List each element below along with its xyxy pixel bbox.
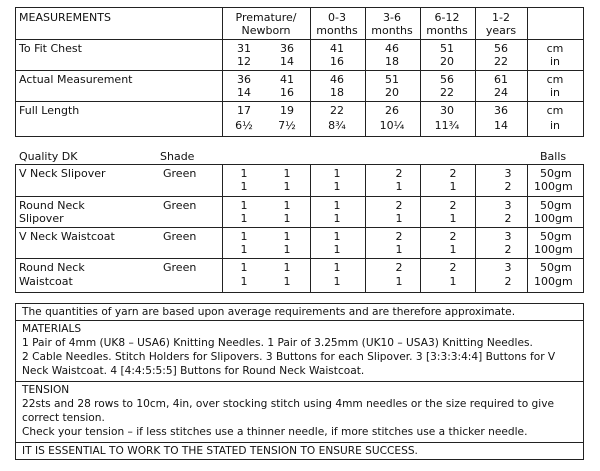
table-cell: 2	[395, 261, 403, 274]
table-cell: 2	[449, 167, 457, 180]
table-cell: 1	[283, 167, 291, 180]
unit-label: in	[549, 55, 561, 68]
table-cell: 14	[280, 55, 294, 68]
table-cell: 14	[237, 86, 251, 99]
table-cell: 46	[330, 73, 344, 86]
balls-heading: Balls	[540, 150, 567, 163]
table-cell: 2	[395, 167, 403, 180]
table-cell: 18	[330, 86, 344, 99]
shade-heading: Shade	[160, 150, 195, 163]
table-cell: 2	[395, 199, 403, 212]
table-cell: 1	[449, 275, 457, 288]
materials-box	[15, 320, 584, 382]
size-header: months	[371, 24, 413, 37]
table-cell: 24	[494, 86, 508, 99]
table-cell: 20	[385, 86, 399, 99]
table-cell: 1	[333, 261, 341, 274]
materials-line: 2 Cable Needles. Stitch Holders for Slipovers. 3 Buttons for each Slipover. 3 [3:3:3:4:4] Buttons for V	[22, 351, 556, 363]
table-cell: 1	[240, 212, 248, 225]
table-cell: 41	[280, 73, 294, 86]
table-cell: 1	[333, 230, 341, 243]
quantities-note-box	[15, 303, 584, 321]
table-cell: 1	[240, 243, 248, 256]
table-cell: 16	[280, 86, 294, 99]
table-cell: 1	[240, 199, 248, 212]
table-cell: 1	[283, 199, 291, 212]
balls-cell: 100gm	[534, 212, 573, 225]
tension-line: correct tension.	[22, 412, 105, 424]
table-cell: 2	[504, 212, 512, 225]
unit-label: cm	[546, 73, 564, 86]
garment-label: Round Neck	[19, 261, 85, 274]
table-cell: 1	[333, 243, 341, 256]
size-header: years	[485, 24, 517, 37]
table-cell: 20	[440, 55, 454, 68]
table-cell: 61	[494, 73, 508, 86]
table-cell: 1	[333, 275, 341, 288]
table-cell: 56	[440, 73, 454, 86]
table-cell: 1	[283, 230, 291, 243]
table-cell: 1	[333, 212, 341, 225]
table-cell: 8¾	[328, 119, 346, 132]
size-header: 3-6	[383, 11, 401, 24]
size-header: 1-2	[492, 11, 510, 24]
table-cell: 22	[440, 86, 454, 99]
table-cell: 1	[449, 243, 457, 256]
balls-cell: 50gm	[540, 230, 572, 243]
table-cell: 3	[504, 261, 512, 274]
table-cell: 1	[283, 212, 291, 225]
garment-label: Round Neck	[19, 199, 85, 212]
quality-heading: Quality DK	[19, 150, 78, 163]
row-label: To Fit Chest	[19, 42, 82, 55]
size-header: Newborn	[241, 24, 291, 37]
table-cell: 18	[385, 55, 399, 68]
tension-line: 22sts and 28 rows to 10cm, 4in, over stocking stitch using 4mm needles or the size required to give	[22, 398, 554, 410]
table-cell: 1	[395, 275, 403, 288]
shade-cell: Green	[163, 261, 197, 274]
table-cell: 22	[330, 104, 344, 117]
table-cell: 1	[333, 167, 341, 180]
tension-line: Check your tension – if less stitches use a thinner needle, if more stitches use a thicker needle.	[22, 426, 528, 438]
table-cell: 51	[440, 42, 454, 55]
table-cell: 1	[395, 212, 403, 225]
table-cell: 7½	[278, 119, 296, 132]
size-header: 6-12	[434, 11, 460, 24]
table-cell: 26	[385, 104, 399, 117]
table-cell: 1	[449, 180, 457, 193]
table-cell: 46	[385, 42, 399, 55]
table-cell: 14	[494, 119, 508, 132]
table-cell: 2	[504, 180, 512, 193]
size-header: 0-3	[328, 11, 346, 24]
table-cell: 1	[240, 275, 248, 288]
table-cell: 10¼	[379, 119, 405, 132]
table-cell: 2	[395, 230, 403, 243]
balls-cell: 50gm	[540, 199, 572, 212]
table-cell: 1	[283, 243, 291, 256]
table-cell: 2	[504, 275, 512, 288]
table-cell: 1	[240, 230, 248, 243]
table-cell: 1	[395, 180, 403, 193]
table-cell: 1	[240, 261, 248, 274]
shade-cell: Green	[163, 167, 197, 180]
tension-heading: TENSION	[22, 384, 70, 396]
table-cell: 2	[449, 199, 457, 212]
shade-cell: Green	[163, 199, 197, 212]
materials-heading: MATERIALS	[22, 323, 82, 335]
garment-label: Waistcoat	[19, 275, 73, 288]
table-cell: 11¾	[434, 119, 460, 132]
garment-label: V Neck Waistcoat	[19, 230, 115, 243]
table-cell: 19	[280, 104, 294, 117]
materials-line: 1 Pair of 4mm (UK8 – USA6) Knitting Needles. 1 Pair of 3.25mm (UK10 – USA3) Knitting Needles.	[22, 337, 533, 349]
tension-box	[15, 381, 584, 443]
table-cell: 36	[280, 42, 294, 55]
table-cell: 1	[283, 180, 291, 193]
unit-label: cm	[546, 104, 564, 117]
balls-cell: 100gm	[534, 243, 573, 256]
table-cell: 2	[449, 261, 457, 274]
table-cell: 6½	[235, 119, 253, 132]
table-cell: 1	[283, 275, 291, 288]
table-cell: 2	[449, 230, 457, 243]
table-cell: 17	[237, 104, 251, 117]
table-cell: 51	[385, 73, 399, 86]
table-cell: 3	[504, 230, 512, 243]
unit-label: in	[549, 119, 561, 132]
materials-line: Neck Waistcoat. 4 [4:4:5:5:5] Buttons for Round Neck Waistcoat.	[22, 365, 365, 377]
quantities-note: The quantities of yarn are based upon average requirements and are therefore approximate.	[22, 306, 516, 318]
table-cell: 3	[504, 167, 512, 180]
balls-cell: 50gm	[540, 167, 572, 180]
emphasis-box	[15, 442, 584, 460]
table-cell: 30	[440, 104, 454, 117]
table-cell: 31	[237, 42, 251, 55]
balls-cell: 100gm	[534, 275, 573, 288]
row-label: Full Length	[19, 104, 80, 117]
size-header: Premature/	[235, 11, 297, 24]
table-cell: 56	[494, 42, 508, 55]
table-cell: 22	[494, 55, 508, 68]
unit-label: cm	[546, 42, 564, 55]
table-cell: 36	[494, 104, 508, 117]
table-cell: 1	[333, 199, 341, 212]
garment-label: V Neck Slipover	[19, 167, 106, 180]
table-cell: 12	[237, 55, 251, 68]
row-label: Actual Measurement	[19, 73, 133, 86]
table-cell: 3	[504, 199, 512, 212]
balls-cell: 100gm	[534, 180, 573, 193]
table-cell: 1	[333, 180, 341, 193]
table-cell: 1	[395, 243, 403, 256]
size-header: months	[316, 24, 358, 37]
tension-warning: IT IS ESSENTIAL TO WORK TO THE STATED TENSION TO ENSURE SUCCESS.	[22, 445, 418, 457]
table-cell: 16	[330, 55, 344, 68]
table-cell: 1	[449, 212, 457, 225]
table-cell: 1	[240, 167, 248, 180]
balls-cell: 50gm	[540, 261, 572, 274]
table-cell: 1	[283, 261, 291, 274]
measurements-heading: MEASUREMENTS	[19, 11, 111, 24]
size-header: months	[426, 24, 468, 37]
garment-label: Slipover	[19, 212, 64, 225]
unit-label: in	[549, 86, 561, 99]
table-cell: 41	[330, 42, 344, 55]
shade-cell: Green	[163, 230, 197, 243]
table-cell: 1	[240, 180, 248, 193]
table-cell: 2	[504, 243, 512, 256]
table-cell: 36	[237, 73, 251, 86]
